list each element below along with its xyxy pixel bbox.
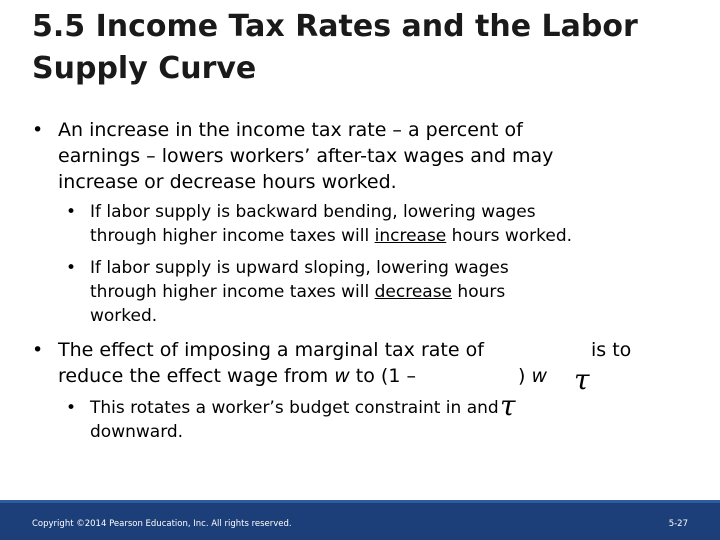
bullet-1-line-3: increase or decrease hours worked. bbox=[58, 171, 397, 193]
tau-symbol: τ bbox=[500, 389, 516, 422]
sub-bullet-1a-text-end: hours worked. bbox=[446, 226, 573, 246]
sub-bullet-1a-line-2 bbox=[90, 224, 572, 248]
sub-bullet-1b-line-2 bbox=[90, 280, 505, 304]
sub-bullet-1b-line-3: worked. bbox=[90, 306, 158, 326]
bullet-2-line-2 bbox=[58, 362, 416, 390]
emphasis-decrease: decrease bbox=[374, 282, 453, 302]
bullet-marker: • bbox=[32, 339, 44, 361]
bullet-2-close-paren: ) bbox=[518, 365, 526, 387]
bullet-1-line-1: An increase in the income tax rate – a percent of bbox=[58, 119, 523, 141]
sub-bullet-1b-text-end: hours bbox=[452, 282, 506, 302]
sub-bullet-1b-text: through higher income taxes will bbox=[90, 282, 375, 302]
sub-bullet-marker: • bbox=[66, 202, 77, 222]
emphasis-increase: increase bbox=[374, 226, 447, 246]
sub-bullet-1b-line-1: If labor supply is upward sloping, lowering wages bbox=[90, 258, 509, 278]
sub-bullet-marker: • bbox=[66, 258, 77, 278]
slide-title: 5.5 Income Tax Rates and the Labor Supply Curve bbox=[32, 9, 638, 86]
variable-w: w bbox=[334, 365, 350, 387]
bullet-2-text-mid: to (1 – bbox=[349, 365, 416, 387]
copyright-text: Copyright ©2014 Pearson Education, Inc. All rights reserved. bbox=[32, 519, 292, 529]
sub-bullet-2a-line-2: downward. bbox=[90, 422, 184, 442]
bullet-2-line-2-end bbox=[518, 362, 547, 390]
sub-bullet-2a-line-1: This rotates a worker’s budget constraint in and bbox=[90, 398, 499, 418]
bullet-marker: • bbox=[32, 119, 44, 141]
sub-bullet-1a-line-1: If labor supply is backward bending, lowering wages bbox=[90, 202, 536, 222]
bullet-1-line-2: earnings – lowers workers’ after-tax wages and may bbox=[58, 145, 554, 167]
sub-bullet-1a-text: through higher income taxes will bbox=[90, 226, 375, 246]
bullet-2-text: reduce the effect wage from bbox=[58, 365, 335, 387]
variable-w: w bbox=[531, 365, 548, 387]
tau-symbol: τ bbox=[574, 363, 590, 396]
sub-bullet-marker: • bbox=[66, 398, 77, 418]
footer-bar bbox=[0, 500, 720, 540]
bullet-2-line-1: The effect of imposing a marginal tax rate of bbox=[58, 339, 484, 361]
bullet-2-line-1-end: is to bbox=[591, 339, 632, 361]
page-number: 5-27 bbox=[668, 519, 688, 529]
